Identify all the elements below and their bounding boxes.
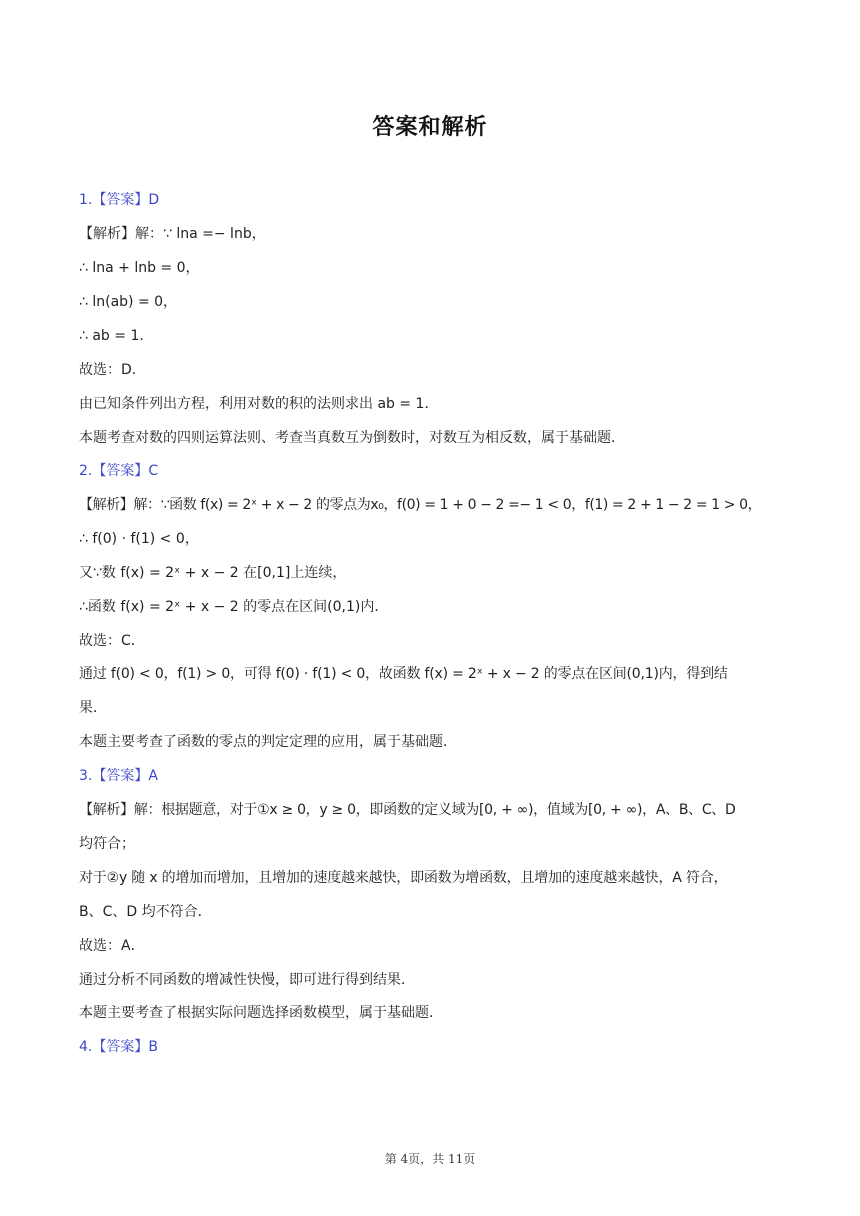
analysis-line: 【解析】解：∵ lna =− lnb， — [79, 226, 266, 242]
analysis-line: 故选：D． — [79, 362, 146, 378]
analysis-line: ∴ ab = 1． — [79, 328, 154, 344]
analysis-line: 通过 f(0) < 0，f(1) > 0，可得 f(0) · f(1) < 0，故函数 f(x) = 2ˣ + x − 2 的零点在区间(0,1)内，得到结 — [79, 666, 728, 682]
answer-2: 2.【答案】C — [79, 463, 159, 479]
analysis-line: ∴ lna + lnb = 0， — [79, 260, 200, 276]
answer-1: 1.【答案】D — [79, 192, 160, 208]
analysis-line: 果． — [79, 700, 107, 716]
analysis-line: 又∵数 f(x) = 2ˣ + x − 2 在[0,1]上连续， — [79, 565, 347, 581]
page-footer: 第 4页，共 11页 — [384, 1152, 476, 1166]
analysis-line: 本题主要考查了根据实际问题选择函数模型，属于基础题． — [79, 1005, 443, 1021]
page-title: 答案和解析 — [372, 115, 488, 140]
analysis-line: 【解析】解：∵函数 f(x) = 2ˣ + x − 2 的零点为x₀，f(0) = 1 + 0 − 2 =− 1 < 0，f(1) = 2 + 1 − 2 = 1 > 0， — [79, 497, 762, 513]
analysis-line: 故选：C． — [79, 633, 145, 649]
analysis-line: B、C、D 均不符合． — [79, 904, 212, 920]
analysis-line: 通过分析不同函数的增减性快慢，即可进行得到结果． — [79, 972, 415, 988]
analysis-line: 本题主要考查了函数的零点的判定定理的应用，属于基础题． — [79, 734, 457, 750]
analysis-line: 本题考查对数的四则运算法则、考查当真数互为倒数时，对数互为相反数，属于基础题． — [79, 430, 625, 446]
analysis-line: 对于②y 随 x 的增加而增加，且增加的速度越来越快，即函数为增函数，且增加的速度越来越快，A 符合， — [79, 870, 728, 886]
analysis-line: 【解析】解：根据题意，对于①x ≥ 0，y ≥ 0，即函数的定义域为[0, + ∞)，值域为[0, + ∞)，A、B、C、D — [79, 802, 736, 818]
analysis-line: ∴函数 f(x) = 2ˣ + x − 2 的零点在区间(0,1)内． — [79, 599, 389, 615]
answer-3: 3.【答案】A — [79, 768, 158, 784]
analysis-line: ∴ ln(ab) = 0， — [79, 294, 178, 310]
answer-4: 4.【答案】B — [79, 1039, 158, 1055]
analysis-line: 故选：A． — [79, 938, 145, 954]
analysis-line: ∴ f(0) · f(1) < 0， — [79, 531, 199, 547]
analysis-line: 由已知条件列出方程，利用对数的积的法则求出 ab = 1． — [79, 396, 439, 412]
analysis-line: 均符合； — [79, 836, 135, 852]
